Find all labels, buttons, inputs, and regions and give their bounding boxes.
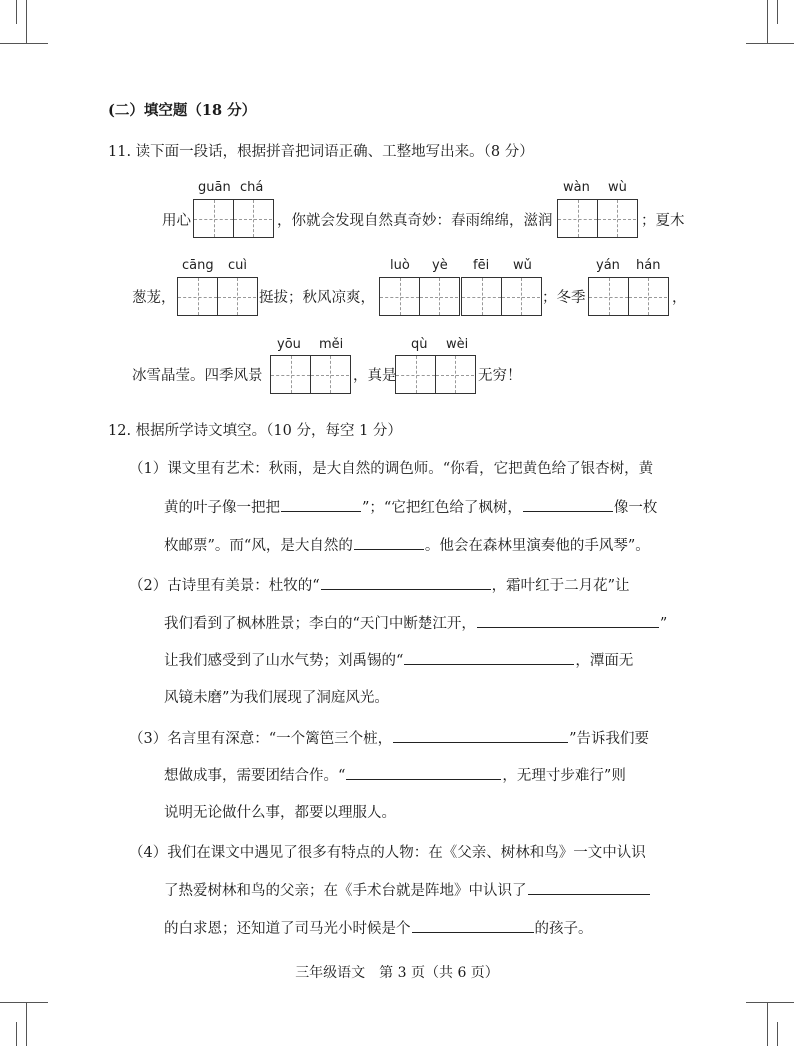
question-11-title: 11. 读下面一段话，根据拼音把词语正确、工整地写出来。（8 分）: [108, 144, 534, 160]
pinyin: wǔ: [513, 258, 532, 273]
q12-part4-line: （4）我们在课文中遇见了很多有特点的人物：在《父亲、树林和鸟》一文中认识: [129, 845, 646, 861]
writing-grid-quwei[interactable]: [395, 355, 476, 394]
q12-part1-line: （1）课文里有艺术：秋雨，是大自然的调色师。“你看，它把黄色给了银杏树，黄: [129, 461, 654, 477]
crop-mark: [767, 1002, 768, 1046]
text: ，霜叶红于二月花”让: [491, 578, 630, 594]
writing-grid-feiwu[interactable]: [461, 277, 542, 316]
answer-blank[interactable]: [404, 650, 574, 665]
q12-part3-line: [164, 765, 626, 786]
q12-part1-line: [164, 535, 650, 556]
crop-mark: [746, 43, 794, 44]
pinyin: cāng: [182, 258, 214, 273]
grid-cell[interactable]: [396, 356, 435, 393]
grid-cell[interactable]: [310, 356, 349, 393]
passage-text: ；夏木: [641, 213, 685, 229]
passage-text: ，真是: [353, 368, 397, 384]
pinyin: yōu: [277, 337, 301, 352]
crop-mark: [0, 43, 48, 44]
pinyin: chá: [240, 180, 264, 195]
q12-part1-line: [164, 497, 657, 518]
text: 想做成事，需要团结合作。“: [164, 768, 346, 784]
text: 。他会在森林里演奏他的手风琴”。: [424, 538, 650, 554]
pinyin: měi: [319, 337, 344, 352]
passage-text: ，: [672, 290, 687, 306]
crop-mark: [26, 0, 27, 44]
q12-part4-line: [164, 918, 593, 939]
crop-mark: [777, 0, 778, 24]
answer-blank[interactable]: [321, 575, 491, 590]
pinyin: cuì: [228, 258, 247, 273]
passage-text: 挺拔；秋风凉爽，: [259, 290, 375, 306]
crop-mark: [0, 1002, 48, 1003]
text: 了热爱树林和鸟的父亲；在《手术台就是阵地》中认识了: [164, 883, 527, 899]
pinyin: fēi: [473, 258, 490, 273]
crop-mark: [16, 0, 17, 24]
writing-grid-yanhan[interactable]: [588, 277, 669, 316]
writing-grid-cangcui[interactable]: [177, 277, 258, 316]
question-12-title: 12. 根据所学诗文填空。（10 分，每空 1 分）: [108, 423, 402, 439]
text: 的白求恩；还知道了司马光小时候是个: [164, 921, 411, 937]
section-title: (二）填空题（18 分）: [108, 102, 257, 119]
passage-text: ，你就会发现自然真奇妙：春雨绵绵，滋润: [277, 213, 553, 229]
text: ”告诉我们要: [569, 731, 650, 747]
grid-cell[interactable]: [194, 200, 233, 237]
crop-mark: [777, 1022, 778, 1046]
grid-cell[interactable]: [419, 278, 458, 315]
pinyin: hán: [636, 258, 661, 273]
answer-blank[interactable]: [528, 880, 650, 895]
writing-grid-luoye[interactable]: [379, 277, 460, 316]
answer-blank[interactable]: [281, 497, 361, 512]
grid-cell[interactable]: [233, 200, 272, 237]
q12-part3-line: [129, 728, 649, 749]
answer-blank[interactable]: [412, 918, 534, 933]
pinyin: wù: [608, 180, 627, 195]
text: ”: [659, 616, 668, 632]
grid-cell[interactable]: [178, 278, 217, 315]
q12-part3-line: 说明无论做什么事，都要以理服人。: [164, 805, 396, 821]
grid-cell[interactable]: [462, 278, 501, 315]
answer-blank[interactable]: [523, 497, 613, 512]
text: 让我们感受到了山水气势；刘禹锡的“: [164, 653, 404, 669]
pinyin: yè: [432, 258, 448, 273]
pinyin: guān: [198, 180, 231, 195]
text: 像一枚: [613, 500, 658, 516]
q12-part2-line: 风镜未磨”为我们展现了洞庭风光。: [164, 690, 389, 706]
text: （3）名言里有深意：“一个篱笆三个桩，: [129, 731, 393, 747]
writing-grid-guancha[interactable]: [193, 199, 274, 238]
grid-cell[interactable]: [589, 278, 628, 315]
grid-cell[interactable]: [597, 200, 636, 237]
passage-text: 冰雪晶莹。四季风景: [132, 368, 263, 384]
text: 枚邮票”。而“风，是大自然的: [164, 538, 353, 554]
passage-text: 无穷！: [478, 368, 522, 384]
pinyin: wèi: [446, 337, 469, 352]
grid-cell[interactable]: [271, 356, 310, 393]
pinyin: luò: [390, 258, 410, 273]
q12-part2-line: [164, 613, 667, 634]
text: 的孩子。: [534, 921, 593, 937]
passage-text: 用心: [162, 213, 191, 229]
pinyin: qù: [411, 337, 428, 352]
crop-mark: [767, 0, 768, 44]
q12-part4-line: [164, 880, 651, 901]
answer-blank[interactable]: [393, 728, 568, 743]
passage-text: ；冬季: [542, 290, 586, 306]
page-footer: 三年级语文 第 3 页（共 6 页）: [295, 965, 499, 981]
crop-mark: [26, 1002, 27, 1046]
pinyin: yán: [596, 258, 620, 273]
grid-cell[interactable]: [501, 278, 540, 315]
grid-cell[interactable]: [558, 200, 597, 237]
writing-grid-youmei[interactable]: [270, 355, 351, 394]
text: ，潭面无: [575, 653, 634, 669]
answer-blank[interactable]: [477, 613, 659, 628]
passage-text: 葱茏，: [132, 290, 176, 306]
text: 我们看到了枫林胜景；李白的“天门中断楚江开，: [164, 616, 476, 632]
answer-blank[interactable]: [346, 765, 501, 780]
grid-cell[interactable]: [628, 278, 667, 315]
answer-blank[interactable]: [354, 535, 424, 550]
text: 黄的叶子像一把把: [164, 500, 280, 516]
writing-grid-wanwu[interactable]: [557, 199, 638, 238]
text: ，无理寸步难行”则: [502, 768, 626, 784]
text: ”；“它把红色给了枫树，: [362, 500, 522, 516]
text: （2）古诗里有美景：杜牧的“: [129, 578, 320, 594]
q12-part2-line: [164, 650, 633, 671]
crop-mark: [746, 1002, 794, 1003]
grid-cell[interactable]: [217, 278, 256, 315]
grid-cell[interactable]: [435, 356, 474, 393]
q12-part2-line: [129, 575, 630, 596]
crop-mark: [16, 1022, 17, 1046]
pinyin: wàn: [563, 180, 590, 195]
grid-cell[interactable]: [380, 278, 419, 315]
